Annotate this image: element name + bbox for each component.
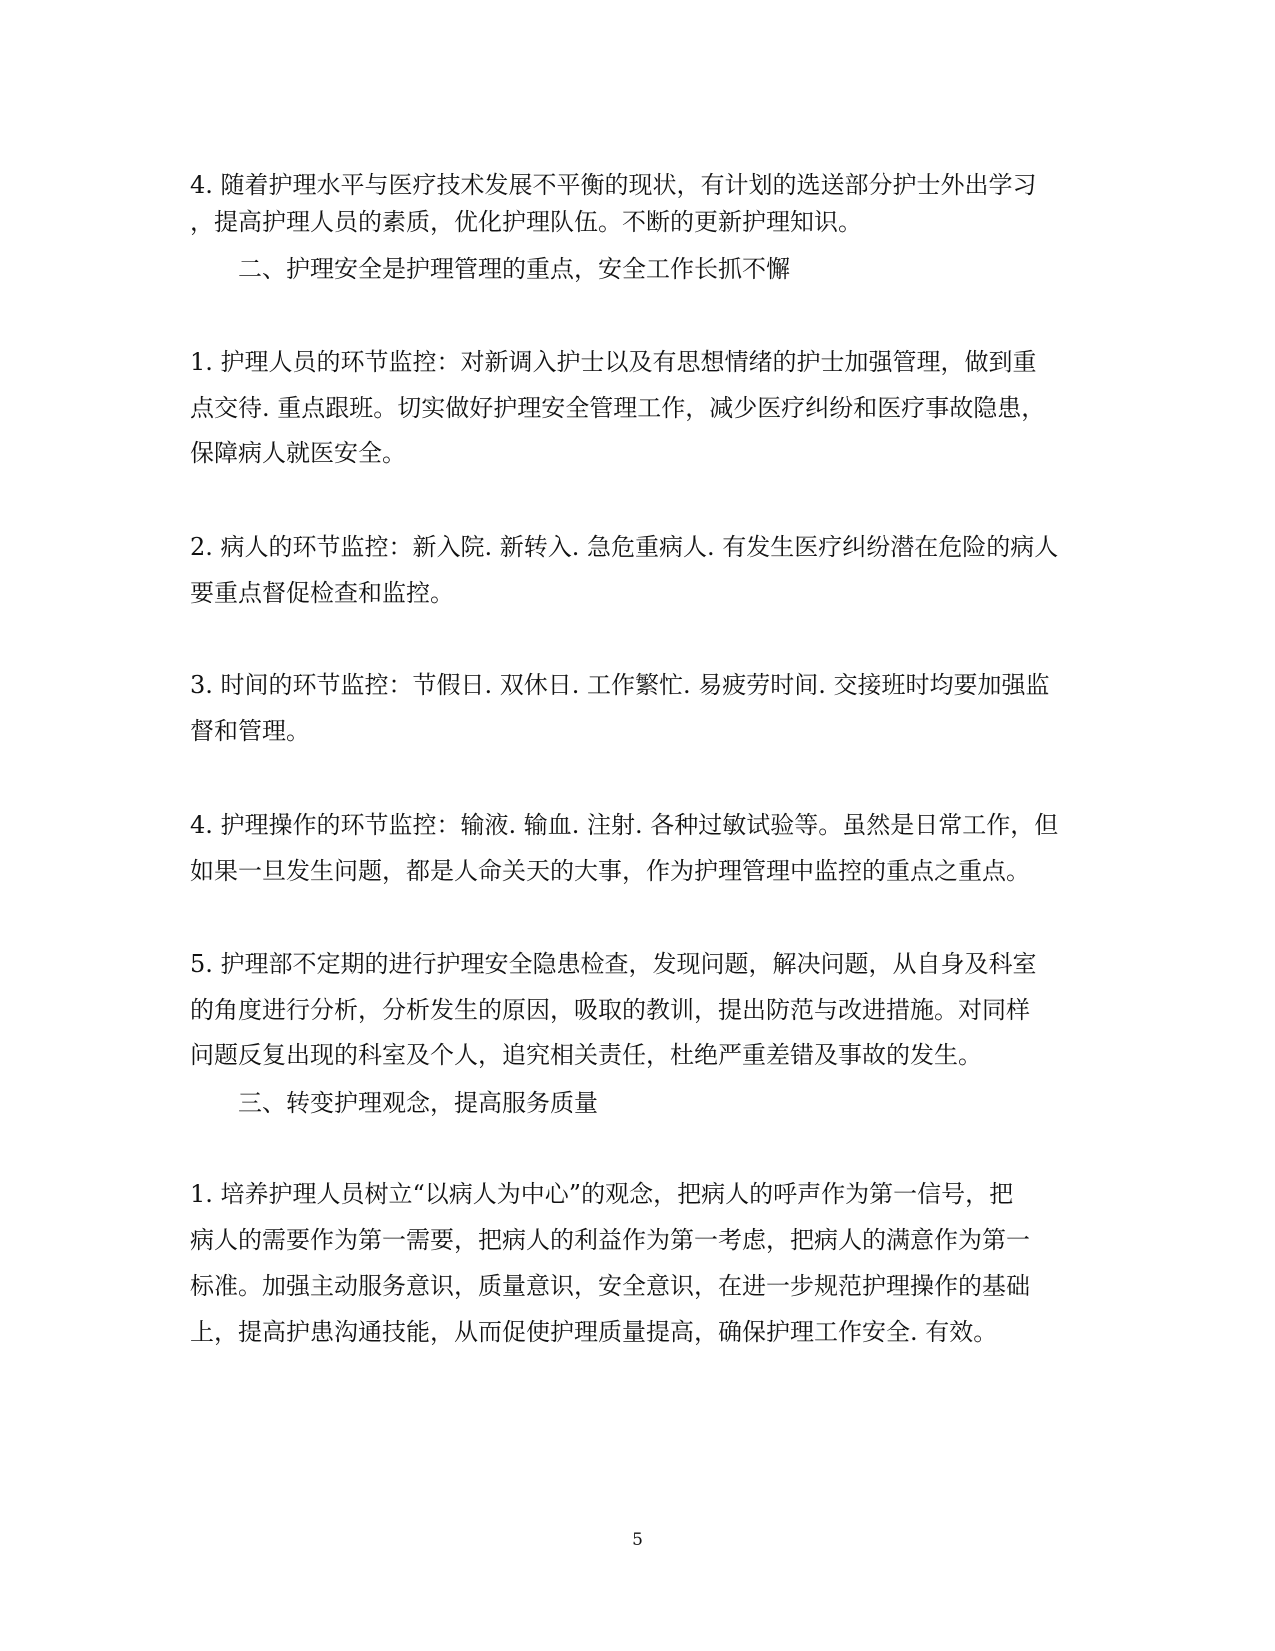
text-line: 4. 随着护理水平与医疗技术发展不平衡的现状，有计划的选送部分护士外出学习 xyxy=(190,171,1037,199)
text-line: 督和管理。 xyxy=(190,717,310,745)
text-line: 问题反复出现的科室及个人，追究相关责任，杜绝严重差错及事故的发生。 xyxy=(190,1041,982,1069)
text-line: 病人的需要作为第一需要，把病人的利益作为第一考虑，把病人的满意作为第一 xyxy=(190,1226,1030,1254)
text-line: 保障病人就医安全。 xyxy=(190,439,406,467)
text-line: 的角度进行分析，分析发生的原因，吸取的教训，提出防范与改进措施。对同样 xyxy=(190,996,1030,1024)
text-line: 3. 时间的环节监控：节假日. 双休日. 工作繁忙. 易疲劳时间. 交接班时均要加强监 xyxy=(190,671,1050,699)
text-line: 1. 培养护理人员树立“以病人为中心”的观念，把病人的呼声作为第一信号，把 xyxy=(190,1180,1014,1208)
page-number: 5 xyxy=(632,1530,643,1550)
section-heading: 三、转变护理观念，提高服务质量 xyxy=(238,1089,598,1117)
text-line: 5. 护理部不定期的进行护理安全隐患检查，发现问题，解决问题，从自身及科室 xyxy=(190,950,1037,978)
text-line: 2. 病人的环节监控：新入院. 新转入. 急危重病人. 有发生医疗纠纷潜在危险的病人 xyxy=(190,533,1059,561)
text-line: 1. 护理人员的环节监控：对新调入护士以及有思想情绪的护士加强管理，做到重 xyxy=(190,348,1037,376)
text-line: 如果一旦发生问题，都是人命关天的大事，作为护理管理中监控的重点之重点。 xyxy=(190,857,1030,885)
text-line: 4. 护理操作的环节监控：输液. 输血. 注射. 各种过敏试验等。虽然是日常工作，但 xyxy=(190,811,1059,839)
text-line: 点交待. 重点跟班。切实做好护理安全管理工作，减少医疗纠纷和医疗事故隐患， xyxy=(190,394,1046,422)
text-line: ，提高护理人员的素质，优化护理队伍。不断的更新护理知识。 xyxy=(190,208,862,236)
text-line: 要重点督促检查和监控。 xyxy=(190,579,454,607)
section-heading: 二、护理安全是护理管理的重点，安全工作长抓不懈 xyxy=(238,255,790,283)
text-line: 上，提高护患沟通技能，从而促使护理质量提高，确保护理工作安全. 有效。 xyxy=(190,1318,998,1346)
text-line: 标准。加强主动服务意识，质量意识，安全意识，在进一步规范护理操作的基础 xyxy=(190,1272,1030,1300)
